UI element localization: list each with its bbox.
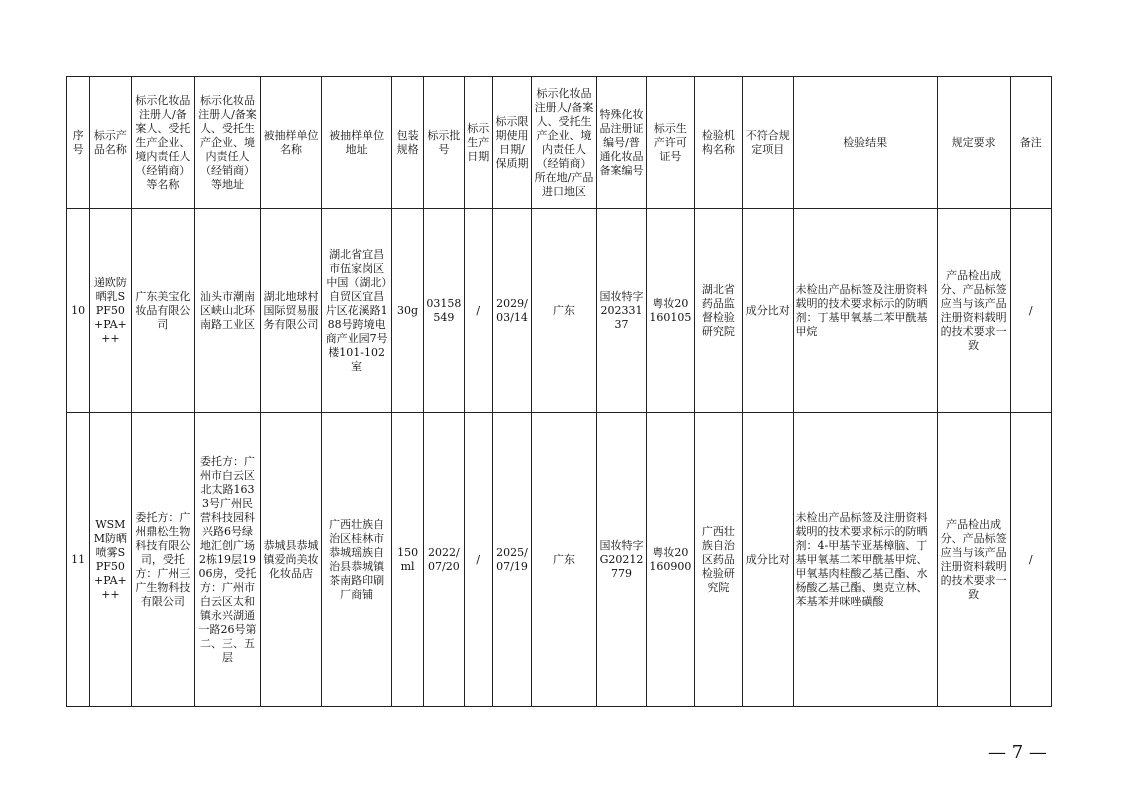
header-cell: 标示化妆品注册人/备案人、受托生产企业、境内责任人（经销商）所在地/产品进口地区 bbox=[532, 77, 597, 209]
sampling-results-table bbox=[66, 76, 1052, 707]
table-cell: 湖北省药品监督检验研究院 bbox=[694, 209, 742, 413]
table-cell: / bbox=[464, 413, 492, 707]
header-cell: 标示化妆品注册人/备案人、受托生产企业、境内责任人（经销商）等名称 bbox=[131, 77, 195, 209]
header-cell: 标示批号 bbox=[424, 77, 464, 209]
table-cell: 国妆特字G20212779 bbox=[596, 413, 646, 707]
table-cell: 11 bbox=[67, 413, 90, 707]
table-cell: 广东美宝化妆品有限公司 bbox=[131, 209, 195, 413]
header-cell: 检验机构名称 bbox=[694, 77, 742, 209]
table-cell: 成分比对 bbox=[743, 209, 793, 413]
table-cell: 未检出产品标签及注册资料载明的技术要求标示的防晒剂：丁基甲氧基二苯甲酰基甲烷 bbox=[793, 209, 937, 413]
header-cell: 标示化妆品注册人/备案人、受托生产企业、境内责任人（经销商）等地址 bbox=[195, 77, 261, 209]
table-cell: 2022/07/20 bbox=[424, 413, 464, 707]
table-cell: 2025/07/19 bbox=[492, 413, 531, 707]
table-cell: 国妆特字20233137 bbox=[596, 209, 646, 413]
table-cell: / bbox=[1010, 413, 1052, 707]
table-cell: 广西壮族自治区药品检验研究院 bbox=[694, 413, 742, 707]
table-cell: 03158549 bbox=[424, 209, 464, 413]
table-cell: 广西壮族自治区桂林市恭城瑶族自治县恭城镇茶南路印刷厂商铺 bbox=[322, 413, 392, 707]
header-cell: 被抽样单位名称 bbox=[260, 77, 322, 209]
table-cell: 粤妆20160105 bbox=[647, 209, 694, 413]
table-cell: / bbox=[1010, 209, 1052, 413]
header-cell: 特殊化妆品注册证编号/普通化妆品备案编号 bbox=[596, 77, 646, 209]
table-cell: 10 bbox=[67, 209, 90, 413]
table-cell: 递欧防晒乳SPF50+PA+++ bbox=[90, 209, 131, 413]
header-cell: 标示生产许可证号 bbox=[647, 77, 694, 209]
table-cell: 委托方：广州市白云区北太路1633号广州民营科技园科兴路6号绿地汇创广场2栋19层1906房，受托方：广州市白云区太和镇永兴湖通一路26号第二、三、五层 bbox=[195, 413, 261, 707]
table-cell: 广东 bbox=[532, 413, 597, 707]
table-header-row bbox=[67, 77, 1052, 209]
table-cell: WSMM防晒喷雾SPF50+PA+++ bbox=[90, 413, 131, 707]
table-cell: 粤妆20160900 bbox=[647, 413, 694, 707]
table-cell: 恭城县恭城镇爱尚美妆化妆品店 bbox=[260, 413, 322, 707]
table-cell: 成分比对 bbox=[743, 413, 793, 707]
table-cell: 150ml bbox=[391, 413, 423, 707]
header-cell: 规定要求 bbox=[937, 77, 1010, 209]
header-cell: 包装规格 bbox=[391, 77, 423, 209]
header-cell: 被抽样单位地址 bbox=[322, 77, 392, 209]
table-cell: 未检出产品标签及注册资料载明的技术要求标示的防晒剂：4-甲基苄亚基樟脑、丁基甲氧基二苯甲酰基甲烷、甲氧基肉桂酸乙基己酯、水杨酸乙基己酯、奥克立林、苯基苯并咪唑磺酸 bbox=[793, 413, 937, 707]
header-cell: 检验结果 bbox=[793, 77, 937, 209]
table-cell: 湖北地球村国际贸易服务有限公司 bbox=[260, 209, 322, 413]
table-cell: 湖北省宜昌市伍家岗区中国（湖北）自贸区宜昌片区花溪路188号跨境电商产业园7号楼101-102室 bbox=[322, 209, 392, 413]
page-number: — 7 — bbox=[988, 742, 1047, 763]
table-cell: / bbox=[464, 209, 492, 413]
table-cell: 委托方：广州鼎松生物科技有限公司，受托方：广州三广生物科技有限公司 bbox=[131, 413, 195, 707]
header-cell: 标示限期使用日期/保质期 bbox=[492, 77, 531, 209]
header-cell: 备注 bbox=[1010, 77, 1052, 209]
table-cell: 广东 bbox=[532, 209, 597, 413]
table-cell: 产品检出成分、产品标签应当与该产品注册资料载明的技术要求一致 bbox=[937, 209, 1010, 413]
table-cell: 汕头市潮南区峡山北环南路工业区 bbox=[195, 209, 261, 413]
table-cell: 2029/03/14 bbox=[492, 209, 531, 413]
header-cell: 标示产品名称 bbox=[90, 77, 131, 209]
header-cell: 不符合规定项目 bbox=[743, 77, 793, 209]
table-row bbox=[67, 413, 1052, 707]
table-row bbox=[67, 209, 1052, 413]
header-cell: 标示生产日期 bbox=[464, 77, 492, 209]
table-cell: 30g bbox=[391, 209, 423, 413]
table-cell: 产品检出成分、产品标签应当与该产品注册资料载明的技术要求一致 bbox=[937, 413, 1010, 707]
header-cell: 序号 bbox=[67, 77, 90, 209]
